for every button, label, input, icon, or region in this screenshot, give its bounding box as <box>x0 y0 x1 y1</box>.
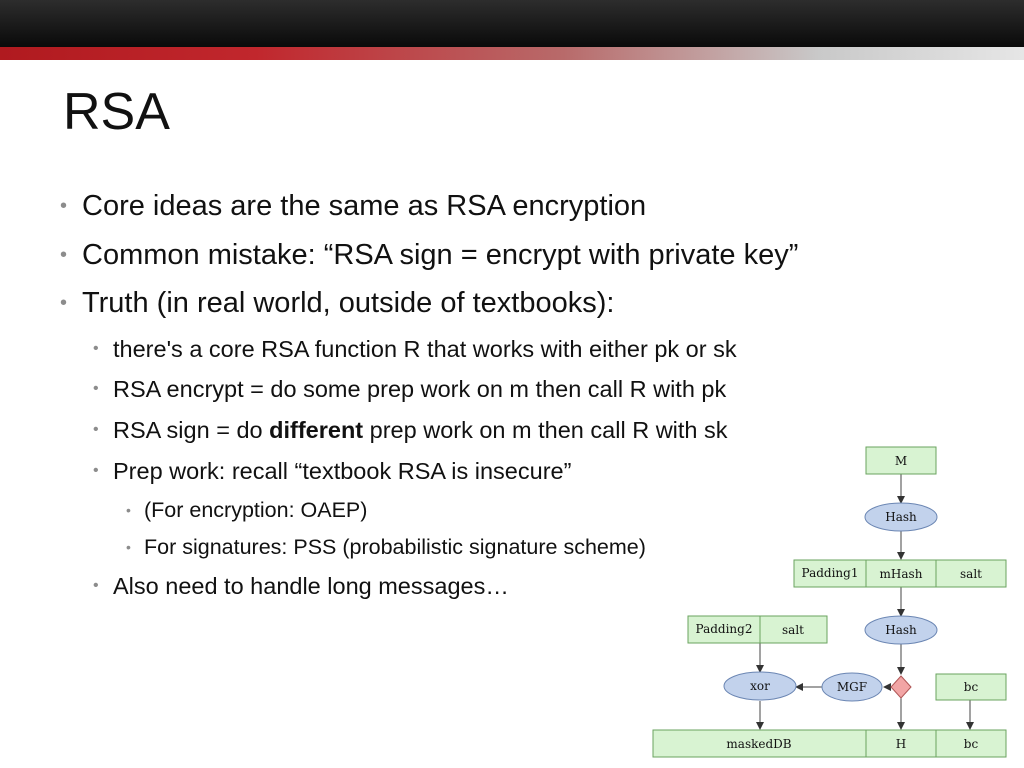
h-label: H <box>895 737 907 751</box>
bullet-dot-icon: • <box>93 340 99 357</box>
salt2-label: salt <box>782 623 804 637</box>
hash2-label: Hash <box>885 623 917 637</box>
mhash-label: mHash <box>879 567 923 581</box>
bullet-dot-icon: • <box>93 421 99 438</box>
padding1-label: Padding1 <box>801 566 859 580</box>
bullet-truth: • Truth (in real world, outside of textbooks): <box>60 287 615 319</box>
slide-title: RSA <box>63 83 170 141</box>
bullet-dot-icon: • <box>60 195 68 217</box>
bullet-core-ideas: • Core ideas are the same as RSA encryption <box>60 190 647 222</box>
maskeddb-label: maskedDB <box>726 737 792 751</box>
bullet-dot-icon: • <box>126 539 131 555</box>
mgf-label: MGF <box>836 680 868 694</box>
hash-label: Hash <box>885 510 917 524</box>
subbullet-prep-work: • Prep work: recall “textbook RSA is insecure” <box>93 458 572 484</box>
message-label: M <box>894 454 908 468</box>
bc-label: bc <box>963 680 979 694</box>
salt-label: salt <box>960 567 982 581</box>
subbullet-rsa-sign: • RSA sign = do different prep work on m then call R with sk <box>93 417 728 443</box>
bullet-dot-icon: • <box>60 292 68 314</box>
bc2-label: bc <box>963 737 979 751</box>
bullet-dot-icon: • <box>93 380 99 397</box>
bullet-dot-icon: • <box>60 244 68 266</box>
subbullet-core-function: • there's a core RSA function R that works with either pk or sk <box>93 336 737 362</box>
bullet-dot-icon: • <box>93 462 99 479</box>
subsubbullet-oaep: • (For encryption: OAEP) <box>126 498 368 522</box>
padding2-label: Padding2 <box>695 622 753 636</box>
bullet-common-mistake: • Common mistake: “RSA sign = encrypt with private key” <box>60 239 799 271</box>
bullet-dot-icon: • <box>93 577 99 594</box>
emphasis-different: different <box>269 417 364 443</box>
split-diamond-icon <box>891 676 911 698</box>
bullet-dot-icon: • <box>126 502 131 518</box>
subbullet-long-messages: • Also need to handle long messages… <box>93 573 509 599</box>
subbullet-rsa-encrypt: • RSA encrypt = do some prep work on m then call R with pk <box>93 376 727 402</box>
subsubbullet-pss: • For signatures: PSS (probabilistic signature scheme) <box>126 535 646 559</box>
xor-label: xor <box>750 679 770 693</box>
